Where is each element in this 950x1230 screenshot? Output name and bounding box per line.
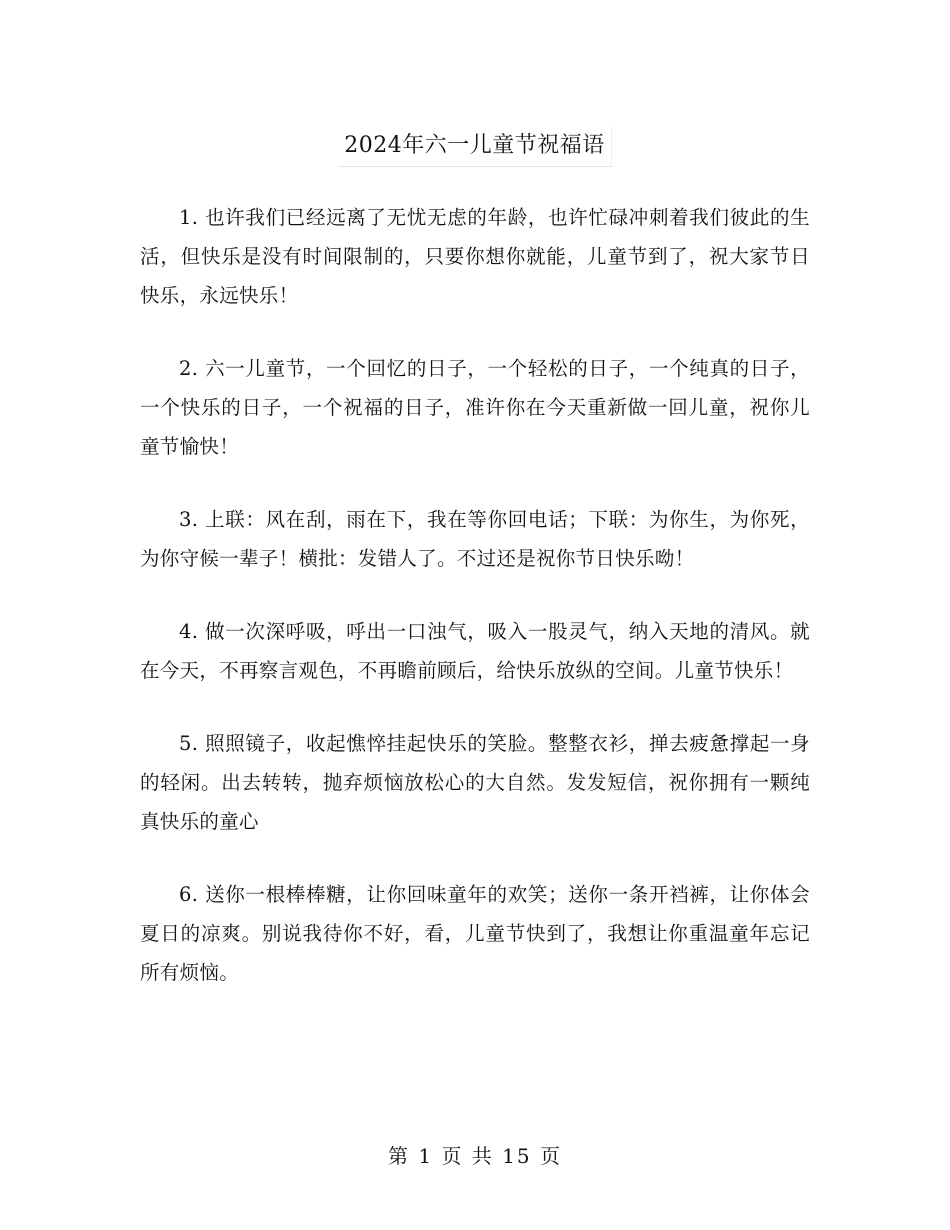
wish-paragraph-6: 6. 送你一根棒棒糖，让你回味童年的欢笑；送你一条开裆裤，让你体会夏日的凉爽。别说我待你不好，看，儿童节快到了，我想让你重温童年忘记所有烦恼。 bbox=[140, 883, 810, 984]
wish-paragraph-2: 2. 六一儿童节，一个回忆的日子，一个轻松的日子，一个纯真的日子，一个快乐的日子，一个祝福的日子，准许你在今天重新做一回儿童，祝你儿童节愉快！ bbox=[140, 357, 810, 458]
wish-paragraph-3: 3. 上联：风在刮，雨在下，我在等你回电话；下联：为你生，为你死，为你守候一辈子！横批：发错人了。不过还是祝你节日快乐呦！ bbox=[140, 508, 810, 570]
title-container bbox=[0, 126, 950, 167]
wish-paragraph-4: 4. 做一次深呼吸，呼出一口浊气，吸入一股灵气，纳入天地的清风。就在今天，不再察言观色，不再瞻前顾后，给快乐放纵的空间。儿童节快乐！ bbox=[140, 620, 810, 682]
document-title: 2024年六一儿童节祝福语 bbox=[338, 126, 612, 167]
wish-paragraph-5: 5. 照照镜子，收起憔悴挂起快乐的笑脸。整整衣衫，掸去疲惫撑起一身的轻闲。出去转转，抛弃烦恼放松心的大自然。发发短信，祝你拥有一颗纯真快乐的童心 bbox=[140, 732, 810, 833]
page-number-footer: 第 1 页 共 15 页 bbox=[388, 1144, 562, 1168]
wish-paragraph-1: 1. 也许我们已经远离了无忧无虑的年龄，也许忙碌冲刺着我们彼此的生活，但快乐是没有时间限制的，只要你想你就能，儿童节到了，祝大家节日快乐，永远快乐！ bbox=[140, 206, 810, 307]
document-body bbox=[140, 198, 810, 1026]
